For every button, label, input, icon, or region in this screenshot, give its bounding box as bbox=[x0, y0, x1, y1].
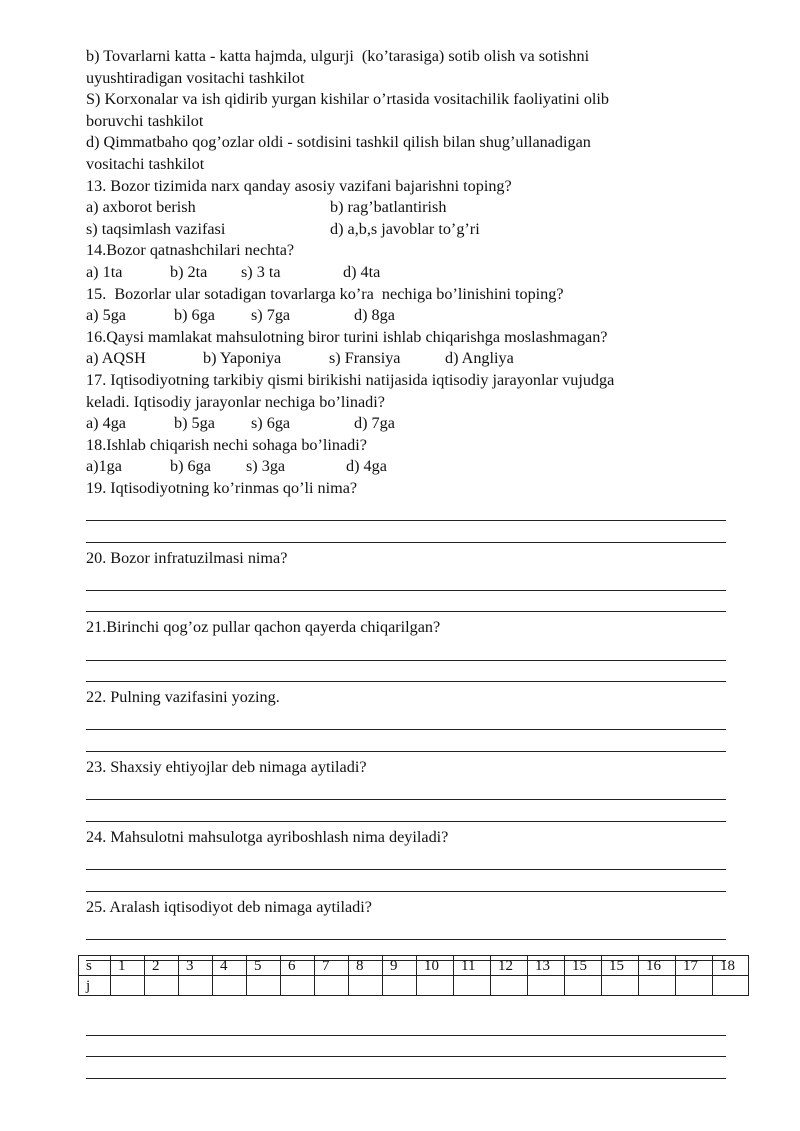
answer-line[interactable] bbox=[86, 779, 726, 801]
answer-cell[interactable] bbox=[349, 976, 383, 996]
q17-option-b: b) 5ga bbox=[174, 414, 215, 433]
question-23: 23. Shaxsiy ehtiyojlar deb nimaga aytiladi? bbox=[86, 758, 367, 776]
answer-line[interactable] bbox=[86, 848, 726, 870]
question-18: 18.Ishlab chiqarish nechi sohaga bo’linadi? bbox=[86, 435, 367, 454]
answer-line[interactable] bbox=[86, 870, 726, 892]
q15-options bbox=[86, 305, 726, 327]
q18-option-s: s) 3ga bbox=[246, 457, 286, 476]
answer-cell[interactable] bbox=[247, 976, 281, 996]
question-24: 24. Mahsulotni mahsulotga ayriboshlash nima deyiladi? bbox=[86, 827, 449, 846]
question-19: 19. Iqtisodiyotning ko’rinmas qo’li nima? bbox=[86, 478, 358, 497]
table-cell: 4 bbox=[213, 956, 247, 976]
answer-key-table bbox=[78, 955, 749, 996]
q16-option-d: d) Angliya bbox=[445, 349, 514, 368]
table-cell: j bbox=[79, 976, 111, 996]
table-cell: 17 bbox=[676, 956, 713, 976]
option-s-text-line2: boruvchi tashkilot bbox=[86, 111, 204, 130]
q17-option-a: a) 4ga bbox=[86, 414, 126, 433]
answer-line[interactable] bbox=[86, 499, 726, 521]
table-cell: 15 bbox=[602, 956, 639, 976]
q15-option-s: s) 7ga bbox=[251, 306, 291, 325]
option-b-text-line1: b) Tovarlarni katta - katta hajmda, ulgurji (ko’tarasiga) sotib olish va sotishni bbox=[86, 47, 590, 65]
q16-option-s: s) Fransiya bbox=[329, 349, 401, 368]
answer-line[interactable] bbox=[86, 730, 726, 752]
answer-cell[interactable] bbox=[491, 976, 528, 996]
answer-cell[interactable] bbox=[676, 976, 713, 996]
answer-line[interactable] bbox=[86, 1036, 726, 1058]
answer-cell[interactable] bbox=[179, 976, 213, 996]
q17-option-s: s) 6ga bbox=[251, 414, 291, 433]
table-cell: 12 bbox=[491, 956, 528, 976]
answer-line[interactable] bbox=[86, 639, 726, 661]
answer-cell[interactable] bbox=[315, 976, 349, 996]
q18-option-a: a)1ga bbox=[86, 457, 122, 476]
question-13: 13. Bozor tizimida narx qanday asosiy vazifani bajarishni toping? bbox=[86, 176, 512, 195]
question-25: 25. Aralash iqtisodiyot deb nimaga aytiladi? bbox=[86, 897, 372, 916]
table-cell: 3 bbox=[179, 956, 213, 976]
question-17-line2: keladi. Iqtisodiy jarayonlar nechiga bo’linadi? bbox=[86, 392, 385, 411]
q13-option-s: s) taqsimlash vazifasi bbox=[86, 219, 226, 238]
answer-line[interactable] bbox=[86, 521, 726, 543]
table-cell: 2 bbox=[145, 956, 179, 976]
answer-line[interactable] bbox=[86, 569, 726, 591]
table-cell: 7 bbox=[315, 956, 349, 976]
answer-cell[interactable] bbox=[639, 976, 676, 996]
answer-cell[interactable] bbox=[713, 976, 749, 996]
answer-cell[interactable] bbox=[383, 976, 417, 996]
table-cell: 11 bbox=[454, 956, 491, 976]
q13-option-a: a) axborot berish bbox=[86, 198, 196, 217]
option-d-text-line2: vositachi tashkilot bbox=[86, 154, 205, 173]
option-d-text-line1: d) Qimmatbaho qog’ozlar oldi - sotdisini tashkil qilish bilan shug’ullanadigan bbox=[86, 133, 591, 152]
q14-option-b: b) 2ta bbox=[170, 262, 208, 281]
question-15: 15. Bozorlar ular sotadigan tovarlarga ko’ra nechiga bo’linishini toping? bbox=[86, 284, 564, 303]
answer-cell[interactable] bbox=[417, 976, 454, 996]
table-cell: 16 bbox=[639, 956, 676, 976]
answer-line[interactable] bbox=[86, 1014, 726, 1036]
table-cell: 18 bbox=[713, 956, 749, 976]
q16-options bbox=[86, 348, 726, 370]
option-b-text-line2: uyushtiradigan vositachi tashkilot bbox=[86, 68, 305, 87]
answer-line[interactable] bbox=[86, 1057, 726, 1079]
table-cell: 13 bbox=[528, 956, 565, 976]
q13-option-d: d) a,b,s javoblar to’g’ri bbox=[330, 219, 480, 238]
question-22: 22. Pulning vazifasini yozing. bbox=[86, 688, 280, 707]
q14-option-s: s) 3 ta bbox=[241, 262, 281, 281]
answer-line[interactable] bbox=[86, 661, 726, 683]
table-row-answers bbox=[79, 976, 749, 996]
table-cell: 1 bbox=[111, 956, 145, 976]
q17-options bbox=[86, 413, 726, 435]
answer-cell[interactable] bbox=[602, 976, 639, 996]
answer-cell[interactable] bbox=[528, 976, 565, 996]
answer-cell[interactable] bbox=[145, 976, 179, 996]
answer-line[interactable] bbox=[86, 709, 726, 731]
q13-options-row2 bbox=[86, 219, 726, 241]
table-cell: 9 bbox=[383, 956, 417, 976]
q16-option-b: b) Yaponiya bbox=[203, 349, 282, 368]
q18-option-d: d) 4ga bbox=[346, 457, 387, 476]
answer-line[interactable] bbox=[86, 800, 726, 822]
q15-option-d: d) 8ga bbox=[354, 306, 395, 325]
q15-option-b: b) 6ga bbox=[174, 306, 215, 325]
q15-option-a: a) 5ga bbox=[86, 306, 126, 325]
table-cell: 15 bbox=[565, 956, 602, 976]
answer-cell[interactable] bbox=[213, 976, 247, 996]
bottom-answer-lines bbox=[86, 1014, 726, 1079]
table-cell: s bbox=[79, 956, 111, 976]
answer-cell[interactable] bbox=[565, 976, 602, 996]
q18-option-b: b) 6ga bbox=[170, 457, 211, 476]
table-row-numbers bbox=[79, 956, 749, 976]
answer-line[interactable] bbox=[86, 591, 726, 613]
q18-options bbox=[86, 456, 726, 478]
q17-option-d: d) 7ga bbox=[354, 414, 395, 433]
table-cell: 10 bbox=[417, 956, 454, 976]
question-21: 21.Birinchi qog’oz pullar qachon qayerda chiqarilgan? bbox=[86, 618, 441, 637]
answer-cell[interactable] bbox=[111, 976, 145, 996]
q13-options-row1 bbox=[86, 197, 726, 219]
table-cell: 8 bbox=[349, 956, 383, 976]
question-20: 20. Bozor infratuzilmasi nima? bbox=[86, 548, 288, 567]
q14-option-a: a) 1ta bbox=[86, 262, 123, 281]
q14-option-d: d) 4ta bbox=[343, 262, 381, 281]
table-cell: 6 bbox=[281, 956, 315, 976]
option-s-text-line1: S) Korxonalar va ish qidirib yurgan kishilar o’rtasida vositachilik faoliyatini olib bbox=[86, 90, 609, 109]
worksheet-page bbox=[86, 46, 726, 961]
table-cell: 5 bbox=[247, 956, 281, 976]
answer-line[interactable] bbox=[86, 918, 726, 940]
q13-option-b: b) rag’batlantirish bbox=[330, 198, 447, 217]
q14-options bbox=[86, 262, 726, 284]
question-17-line1: 17. Iqtisodiyotning tarkibiy qismi birikishi natijasida iqtisodiy jarayonlar vujudga bbox=[86, 370, 615, 389]
question-16: 16.Qaysi mamlakat mahsulotning biror turini ishlab chiqarishga moslashmagan? bbox=[86, 327, 608, 346]
answer-cell[interactable] bbox=[281, 976, 315, 996]
q16-option-a: a) AQSH bbox=[86, 349, 146, 368]
question-14: 14.Bozor qatnashchilari nechta? bbox=[86, 241, 295, 260]
answer-cell[interactable] bbox=[454, 976, 491, 996]
